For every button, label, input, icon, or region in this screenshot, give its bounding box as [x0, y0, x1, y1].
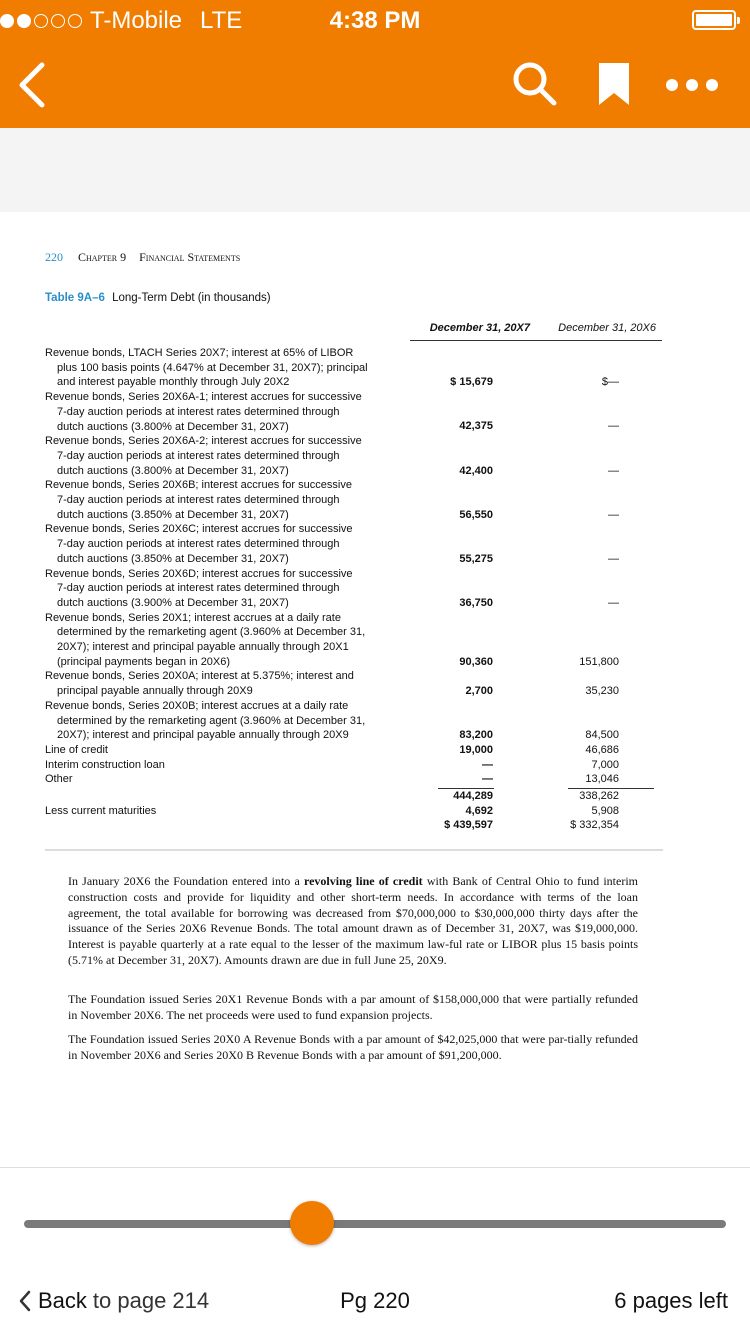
description-line: Revenue bonds, Series 20X6A-1; interest accrues for successive — [45, 391, 362, 404]
table-end-rule — [45, 849, 663, 851]
description-line: plus 100 basis points (4.647% at December 31, 20X7); principal — [57, 361, 368, 374]
row-description — [45, 669, 415, 698]
value-20x7: — — [482, 773, 493, 786]
description-line: 7-day auction periods at interest rates determined through — [57, 538, 340, 551]
value-20x6: 13,046 — [585, 773, 619, 786]
chevron-left-icon — [10, 57, 60, 113]
chapter-title: Financial Statements — [139, 250, 241, 264]
value-20x7: 56,550 — [459, 508, 493, 521]
row-description — [45, 478, 415, 522]
table-label: Table 9A–6 — [45, 292, 105, 304]
description-line: Revenue bonds, Series 20X6A-2; interest accrues for successive — [45, 435, 362, 448]
value-20x7: — — [482, 758, 493, 771]
description-line: 20X7); interest and principal payable annually through 20X9 — [57, 729, 349, 742]
value-20x7: $ 15,679 — [450, 376, 493, 389]
table-caption — [45, 292, 271, 304]
value-20x7: $ 439,597 — [444, 819, 493, 832]
row-description — [45, 743, 415, 758]
description-line: principal payable annually through 20X9 — [57, 685, 253, 698]
back-label: Back — [38, 1288, 87, 1313]
description-line: Interim construction loan — [45, 758, 165, 771]
value-20x6: $— — [601, 376, 619, 389]
value-20x7: 83,200 — [459, 729, 493, 742]
value-20x7: 42,375 — [459, 420, 493, 433]
back-button[interactable] — [10, 57, 60, 113]
table-row — [45, 743, 665, 758]
table-row — [45, 758, 665, 773]
row-description — [45, 390, 415, 434]
row-description: Less current maturities — [45, 804, 157, 817]
table-row — [45, 669, 665, 698]
description-line: and interest payable monthly through July 20X2 — [57, 376, 290, 389]
value-20x6: 35,230 — [585, 685, 619, 698]
description-line: 7-day auction periods at interest rates determined through — [57, 494, 340, 506]
description-line: Other — [45, 773, 73, 786]
column-header-20x7: December 31, 20X7 — [429, 322, 530, 334]
value-20x6: 46,686 — [585, 743, 619, 756]
value-20x6: 151,800 — [579, 655, 619, 668]
less-current-row — [45, 804, 665, 819]
search-button[interactable] — [510, 59, 560, 109]
back-to-page-button[interactable] — [18, 1288, 209, 1314]
value-20x6: $ 332,354 — [570, 819, 619, 832]
paragraph-text: with Bank of Central Ohio to fund interim construction costs and provide for liquidity and other short-term needs. In accordance with terms of the loan agreement, the total available for borrowing was decreased from $70,000,000 to $30,000,000 thirty days after the issuance of the Series 20X6 Revenue Bonds. The total amount drawn as of December 31, 20X7, was $19,000,000. Interest is payable quarterly at a rate equal to the lesser of the maximum law-ful rate or LIBOR plus 15 basis points (5.71% at December 31, 20X7). Amounts drawn are due in full June 25, 20X9. — [68, 874, 638, 967]
paragraph — [68, 992, 638, 1024]
carrier-name: T-Mobile — [90, 7, 183, 34]
table-header-rule — [410, 340, 662, 341]
page-top-margin — [0, 128, 750, 212]
page-progress-slider[interactable] — [24, 1220, 726, 1228]
description-line: Revenue bonds, Series 20X6B; interest accrues for successive — [45, 479, 352, 492]
description-line: 7-day auction periods at interest rates determined through — [57, 449, 340, 462]
row-description — [45, 522, 415, 566]
value-20x7: 55,275 — [459, 552, 493, 565]
row-description — [45, 758, 415, 773]
total-row — [45, 818, 665, 833]
status-bar — [0, 0, 750, 40]
pages-left-indicator: 6 pages left — [614, 1288, 728, 1313]
row-description — [45, 434, 415, 478]
value-20x7: 2,700 — [465, 685, 493, 698]
value-20x6: — — [608, 596, 619, 609]
value-20x7: 19,000 — [459, 743, 493, 756]
value-20x6: — — [608, 420, 619, 433]
description-line: dutch auctions (3.800% at December 31, 20X7) — [57, 420, 289, 433]
description-line: determined by the remarketing agent (3.960% at December 31, — [57, 626, 366, 639]
running-head — [45, 250, 240, 265]
description-line: Revenue bonds, Series 20X6D; interest accrues for successive — [45, 567, 353, 580]
bookmark-icon — [594, 61, 634, 107]
value-20x7: 42,400 — [459, 464, 493, 477]
reader-bottom-bar — [0, 1167, 750, 1334]
book-page — [0, 212, 750, 1167]
row-description — [45, 346, 415, 390]
table-row — [45, 478, 665, 522]
value-20x6: — — [608, 508, 619, 521]
table-row — [45, 772, 665, 787]
search-icon — [510, 59, 560, 109]
chevron-left-icon — [18, 1290, 32, 1312]
status-time: 4:38 PM — [329, 7, 421, 34]
reader-nav-bar — [0, 45, 750, 125]
value-20x6: 84,500 — [585, 729, 619, 742]
description-line: Revenue bonds, Series 20X1; interest accrues at a daily rate — [45, 611, 341, 624]
table-row — [45, 522, 665, 566]
chapter-label: Chapter 9 — [78, 250, 127, 264]
paragraph-text: The Foundation issued Series 20X1 Revenue Bonds with a par amount of $158,000,000 that were partially refunded in November 20X6. The net proceeds were used to fund expansion projects. — [68, 992, 638, 1022]
row-description — [45, 699, 415, 743]
row-description — [45, 772, 415, 787]
description-line: dutch auctions (3.900% at December 31, 20X7) — [57, 596, 289, 609]
table-row — [45, 390, 665, 434]
description-line: Revenue bonds, Series 20X0B; interest accrues at a daily rate — [45, 699, 349, 712]
table-row — [45, 567, 665, 611]
table-row — [45, 611, 665, 670]
description-line: determined by the remarketing agent (3.960% at December 31, — [57, 714, 366, 727]
page-slider-thumb[interactable] — [290, 1201, 334, 1245]
value-20x6: 5,908 — [591, 804, 619, 817]
more-icon — [664, 73, 720, 97]
value-20x6: 338,262 — [579, 790, 619, 802]
subtotal-row — [45, 789, 665, 804]
value-20x7: 444,289 — [453, 790, 493, 802]
description-line: dutch auctions (3.850% at December 31, 20X7) — [57, 552, 289, 565]
network-type: LTE — [200, 7, 243, 34]
column-header-20x6: December 31, 20X6 — [558, 322, 656, 334]
description-line: Revenue bonds, LTACH Series 20X7; interest at 65% of LIBOR — [45, 347, 354, 359]
back-target-page: to page 214 — [92, 1288, 210, 1313]
more-options-button[interactable] — [664, 73, 720, 97]
paragraph-text: The Foundation issued Series 20X0 A Revenue Bonds with a par amount of $42,025,000 that were par-tially refunded in November 20X6 and Series 20X0 B Revenue Bonds with a par amount of $91,200,000. — [68, 1032, 638, 1062]
description-line: Revenue bonds, Series 20X6C; interest accrues for successive — [45, 523, 353, 536]
table-row — [45, 699, 665, 743]
description-line: (principal payments began in 20X6) — [57, 655, 231, 668]
table-title: Long-Term Debt (in thousands) — [112, 292, 271, 304]
description-line: 7-day auction periods at interest rates determined through — [57, 582, 340, 595]
row-description — [45, 567, 415, 611]
description-line: Revenue bonds, Series 20X0A; interest at 5.375%; interest and — [45, 670, 354, 683]
table-row — [45, 434, 665, 478]
description-line: dutch auctions (3.800% at December 31, 20X7) — [57, 464, 289, 477]
description-line: dutch auctions (3.850% at December 31, 20X7) — [57, 508, 289, 521]
top-app-bar — [0, 0, 750, 128]
bookmark-button[interactable] — [594, 61, 634, 107]
paragraph-bold-term: revolving line of credit — [303, 874, 423, 888]
description-line: 20X7); interest and principal payable annually through 20X1 — [57, 641, 349, 653]
value-20x6: — — [608, 464, 619, 477]
current-page-indicator: Pg 220 — [340, 1288, 410, 1313]
value-20x7: 4,692 — [465, 804, 493, 817]
value-20x6: 7,000 — [591, 758, 619, 771]
paragraph — [68, 1032, 638, 1064]
table-row — [45, 346, 665, 390]
description-line: Line of credit — [45, 743, 108, 756]
value-20x6: — — [608, 552, 619, 565]
battery-icon — [692, 10, 736, 30]
paragraph — [68, 874, 638, 969]
page-number: 220 — [45, 250, 63, 264]
row-description — [45, 611, 415, 670]
value-20x7: 90,360 — [459, 655, 493, 668]
paragraph-text: In January 20X6 the Foundation entered into a — [68, 874, 304, 888]
description-line: 7-day auction periods at interest rates determined through — [57, 405, 340, 418]
value-20x7: 36,750 — [459, 596, 493, 609]
